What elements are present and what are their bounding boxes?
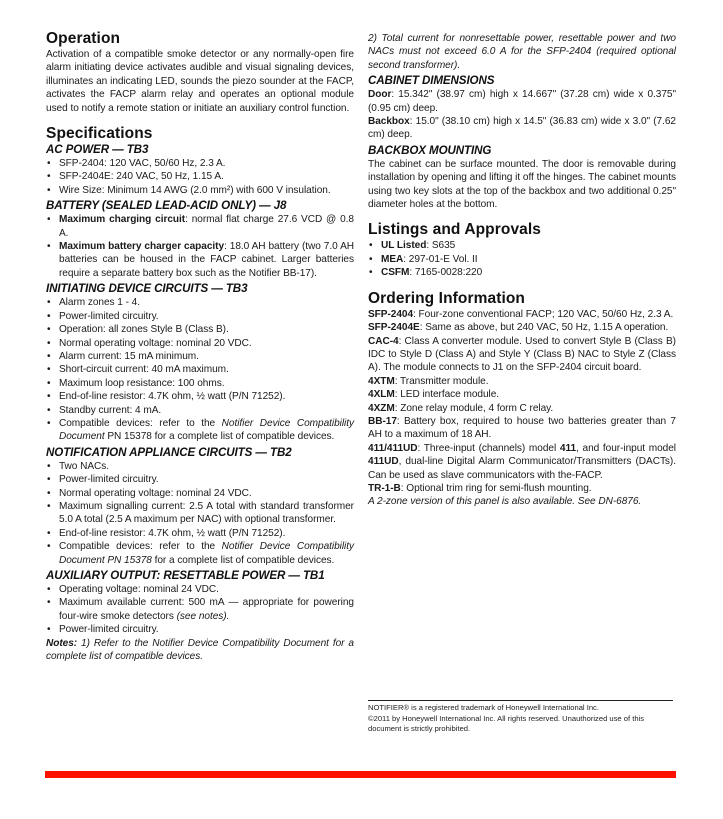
list-item: • Two NACs.: [46, 460, 354, 473]
backbox-label: Backbox: [368, 116, 410, 128]
list-item: • Maximum loop resistance: 100 ohms.: [46, 377, 354, 390]
part-number: 4XLM: [368, 389, 395, 401]
order-item: [368, 415, 676, 442]
model-number: 411: [559, 442, 577, 454]
item-label: CSFM: [381, 267, 410, 279]
item-text: for a complete list of compatible devices.: [151, 554, 335, 566]
item-label: MEA: [381, 253, 404, 265]
list-item: • Power-limited circuitry.: [46, 473, 354, 486]
order-item: [368, 375, 676, 388]
notes-paragraph: [46, 637, 354, 664]
note-1: 1) Refer to the Notifier Device Compatibility Document for a complete list of compatible devices.: [46, 637, 354, 663]
nac-heading: NOTIFICATION APPLIANCE CIRCUITS — TB2: [46, 445, 292, 459]
battery-list: [46, 213, 354, 280]
right-column: [368, 32, 676, 509]
part-number: 4XTM: [368, 375, 395, 387]
list-item: [46, 240, 354, 280]
idc-list: [46, 296, 354, 443]
cabinet-heading: CABINET DIMENSIONS: [368, 74, 495, 88]
list-item: [368, 266, 676, 279]
footer: [368, 703, 678, 735]
item-text: : 18.0 AH battery (two 7.0 AH batteries can be housed in the FACP cabinet. Larger batteries require a separate battery box such as the Notifier BB-17).: [59, 241, 354, 279]
item-text: : 297-01-E Vol. II: [403, 253, 478, 265]
part-number: 411/411UD: [368, 442, 418, 454]
list-item: [46, 540, 354, 567]
list-item: • Operating voltage: nominal 24 VDC.: [46, 583, 354, 596]
item-text: : 7165-0028:220: [409, 267, 483, 279]
list-item: • Short-circuit current: 40 mA maximum.: [46, 363, 354, 376]
door-dimensions: [368, 88, 676, 115]
part-description: : Optional trim ring for semi-flush mounting.: [400, 482, 592, 494]
list-item: [46, 596, 354, 623]
aux-list: [46, 583, 354, 637]
part-description: : Zone relay module, 4 form C relay.: [394, 402, 554, 414]
list-item: • Power-limited circuitry.: [46, 623, 354, 636]
list-item: • Maximum signalling current: 2.5 A total with standard transformer 5.0 A total (2.5 A maximum per NAC) with optional transformer.: [46, 500, 354, 527]
list-item: • Power-limited circuitry.: [46, 310, 354, 323]
part-number: SFP-2404E: [368, 322, 420, 334]
item-label: UL Listed: [381, 240, 427, 252]
item-text: : normal flat charge 27.6 VCD @ 0.8 A.: [59, 214, 354, 239]
list-item: [368, 239, 676, 252]
part-description: : Three-input (channels) model: [417, 442, 560, 454]
item-text: Compatible devices: refer to the: [59, 417, 222, 429]
door-label: Door: [368, 89, 392, 101]
part-description: : Battery box, required to house two batteries greater than 7 AH to a maximum of 18 AH.: [368, 415, 676, 441]
item-text: Compatible devices: refer to the: [59, 541, 222, 553]
mounting-body: The cabinet can be surface mounted. The door is removable during installation by opening and lifting it off the hinges. The cabinet mounts using two key slots at the top of the backbox and two additional 0.25" diameter holes at the bottom.: [368, 158, 676, 211]
order-item: [368, 442, 676, 482]
footer-divider: [368, 700, 673, 701]
accent-bar: [45, 771, 676, 778]
list-item: [46, 417, 354, 444]
ac-power-list: [46, 157, 354, 197]
item-text: Maximum available current: 500 mA — appropriate for powering four-wire smoke detectors: [59, 597, 354, 622]
list-item: • Standby current: 4 mA.: [46, 404, 354, 417]
note-2: 2) Total current for nonresettable power, resettable power and two NACs must not exceed 6.0 A for the SFP-2404 (required optional second transformer).: [368, 33, 676, 71]
operation-heading: Operation: [46, 30, 121, 47]
list-item: • Normal operating voltage: nominal 24 VDC.: [46, 487, 354, 500]
document-title: Notifier Device Compatibility Document PN 15378: [59, 541, 354, 566]
order-item: [368, 402, 676, 415]
door-text: : 15.342" (38.97 cm) high x 14.667" (37.28 cm) wide x 0.375" (0.95 cm) deep.: [368, 89, 676, 114]
list-item: • Alarm current: 15 mA minimum.: [46, 350, 354, 363]
order-item: [368, 321, 676, 334]
operation-body: Activation of a compatible smoke detector or any normally-open fire alarm initiating device activates audible and visual signaling devices, illuminates an indicating LED, sounds the piezo sounder at the FACP, activates the FACP alarm relay and operates an optional module used to notify a remote station or initiate an auxiliary control function.: [46, 49, 354, 114]
list-item: • SFP-2404: 120 VAC, 50/60 Hz, 2.3 A.: [46, 157, 354, 170]
backbox-dimensions: [368, 115, 676, 142]
battery-heading: BATTERY (SEALED LEAD-ACID ONLY) — J8: [46, 199, 287, 213]
list-item: [368, 253, 676, 266]
order-item: [368, 482, 676, 495]
copyright-notice: ©2011 by Honeywell International Inc. All rights reserved. Unauthorized use of this document is strictly prohibited.: [368, 713, 645, 734]
listings-heading: Listings and Approvals: [368, 221, 542, 239]
list-item: [46, 213, 354, 240]
ordering-note: A 2-zone version of this panel is also available. See DN-6876.: [368, 496, 642, 508]
part-description: , and four-input model: [576, 442, 677, 454]
part-description: : Same as above, but 240 VAC, 50 Hz, 1.15 A operation.: [419, 322, 669, 334]
listings-list: [368, 239, 676, 279]
part-description: : Transmitter module.: [394, 375, 489, 387]
order-item: [368, 308, 676, 321]
model-number: 411UD: [368, 456, 399, 468]
order-item: [368, 388, 676, 401]
order-item: [368, 335, 676, 375]
part-description: : LED interface module.: [394, 389, 500, 401]
list-item: • End-of-line resistor: 4.7K ohm, ½ watt (P/N 71252).: [46, 527, 354, 540]
mounting-heading: BACKBOX MOUNTING: [368, 143, 492, 157]
ac-power-heading: AC POWER — TB3: [46, 143, 149, 157]
item-text: : S635: [426, 240, 456, 252]
list-item: • SFP-2404E: 240 VAC, 50 Hz, 1.15 A.: [46, 170, 354, 183]
part-number: 4XZM: [368, 402, 395, 414]
part-number: BB-17: [368, 415, 397, 427]
list-item: • Normal operating voltage: nominal 20 VDC.: [46, 337, 354, 350]
part-description: : Four-zone conventional FACP; 120 VAC, 50/60 Hz, 2.3 A.: [413, 308, 674, 320]
part-number: CAC-4: [368, 335, 399, 347]
aux-heading: AUXILIARY OUTPUT: RESETTABLE POWER — TB1: [46, 569, 325, 582]
nac-list: [46, 460, 354, 567]
item-text: PN 15378 for a complete list of compatible devices.: [104, 431, 335, 443]
idc-heading: INITIATING DEVICE CIRCUITS — TB3: [46, 282, 248, 296]
specifications-heading: Specifications: [46, 125, 153, 143]
notes-label: Notes:: [46, 637, 78, 649]
part-number: TR-1-B: [368, 482, 401, 494]
list-item: • Operation: all zones Style B (Class B).: [46, 323, 354, 336]
item-label: Maximum battery charger capacity: [59, 241, 225, 253]
list-item: • Alarm zones 1 - 4.: [46, 296, 354, 309]
part-description: , dual-line Digital Alarm Communicator/Transmitters (DACTs). Can be used as slave communicators with the-FACP.: [368, 456, 676, 481]
list-item: • End-of-line resistor: 4.7K ohm, ½ watt (P/N 71252).: [46, 390, 354, 403]
trademark-notice: NOTIFIER® is a registered trademark of Honeywell International Inc.: [368, 703, 599, 712]
document-title: Notifier Device Compatibility Document: [59, 417, 354, 443]
left-column: [46, 30, 354, 663]
part-number: SFP-2404: [368, 308, 414, 320]
item-label: Maximum charging circuit: [59, 214, 186, 226]
ordering-heading: Ordering Information: [368, 289, 525, 307]
backbox-text: : 15.0" (38.10 cm) high x 14.5" (36.83 cm) wide x 3.0" (7.62 cm) deep.: [368, 116, 676, 141]
see-notes: (see notes).: [176, 610, 230, 622]
part-description: : Class A converter module. Used to convert Style B (Class B) IDC to Style D (Class A) and Style Y (Class B) NAC to Style Z (Class A). The module connects to J1 on the SFP-2404 circuit board.: [368, 335, 676, 374]
list-item: • Wire Size: Minimum 14 AWG (2.0 mm²) with 600 V insulation.: [46, 184, 354, 197]
